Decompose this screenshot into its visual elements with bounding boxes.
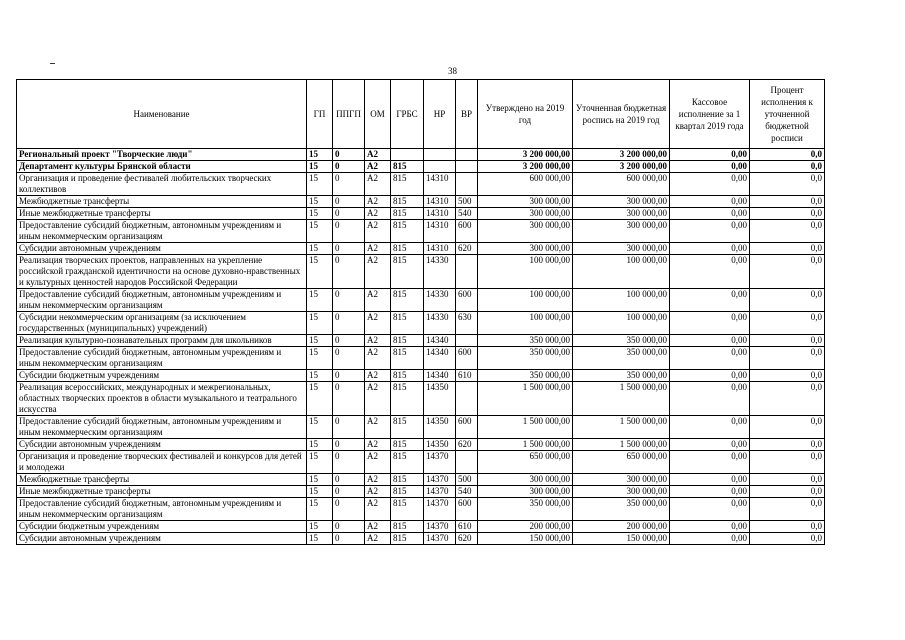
cell-ppgp: 0 <box>333 416 365 439</box>
cell-cash: 0,00 <box>670 289 750 312</box>
cell-nr: 14310 <box>424 243 456 255</box>
cell-gp: 15 <box>307 243 333 255</box>
cell-ppgp: 0 <box>333 451 365 474</box>
cell-grbs: 815 <box>391 255 424 289</box>
cell-refined: 100 000,00 <box>573 289 670 312</box>
cell-vr: 540 <box>456 486 478 498</box>
cell-approved: 300 000,00 <box>478 220 573 243</box>
cell-grbs: 815 <box>391 451 424 474</box>
cell-refined: 300 000,00 <box>573 243 670 255</box>
cell-nr: 14350 <box>424 416 456 439</box>
table-row <box>17 382 825 416</box>
cell-gp: 15 <box>307 312 333 335</box>
cell-grbs: 815 <box>391 196 424 208</box>
cell-om: А2 <box>365 533 391 545</box>
cell-name: Предоставление субсидий бюджетным, автономным учреждениям и иным некоммерческим организациям <box>17 416 307 439</box>
cell-ppgp: 0 <box>333 208 365 220</box>
cell-om: А2 <box>365 521 391 533</box>
cell-om: А2 <box>365 196 391 208</box>
budget-table <box>16 79 825 545</box>
cell-cash: 0,00 <box>670 335 750 347</box>
cell-om: А2 <box>365 289 391 312</box>
cell-vr: 540 <box>456 208 478 220</box>
cell-percent: 0,0 <box>750 533 825 545</box>
cell-name: Иные межбюджетные трансферты <box>17 208 307 220</box>
cell-name: Организация и проведение творческих фестивалей и конкурсов для детей и молодежи <box>17 451 307 474</box>
cell-name: Реализация творческих проектов, направленных на укрепление российской гражданской идентичности на основе духовно-нравственных и культурных ценностей народов Российской Федерации <box>17 255 307 289</box>
cell-gp: 15 <box>307 161 333 173</box>
table-row <box>17 416 825 439</box>
cell-gp: 15 <box>307 149 333 161</box>
cell-cash: 0,00 <box>670 347 750 370</box>
cell-cash: 0,00 <box>670 474 750 486</box>
cell-percent: 0,0 <box>750 486 825 498</box>
cell-cash: 0,00 <box>670 486 750 498</box>
cell-grbs: 815 <box>391 243 424 255</box>
cell-refined: 350 000,00 <box>573 347 670 370</box>
cell-cash: 0,00 <box>670 243 750 255</box>
cell-refined: 1 500 000,00 <box>573 382 670 416</box>
cell-grbs: 815 <box>391 439 424 451</box>
cell-percent: 0,0 <box>750 196 825 208</box>
cell-om: А2 <box>365 173 391 196</box>
cell-ppgp: 0 <box>333 335 365 347</box>
cell-vr: 600 <box>456 416 478 439</box>
cell-name: Субсидии бюджетным учреждениям <box>17 370 307 382</box>
cell-nr <box>424 149 456 161</box>
cell-approved: 600 000,00 <box>478 173 573 196</box>
cell-name: Реализация культурно-познавательных программ для школьников <box>17 335 307 347</box>
cell-grbs: 815 <box>391 416 424 439</box>
table-row <box>17 486 825 498</box>
cell-ppgp: 0 <box>333 196 365 208</box>
header-percent: Процент исполнения к уточненной бюджетной росписи <box>750 80 825 149</box>
cell-cash: 0,00 <box>670 382 750 416</box>
cell-vr: 600 <box>456 498 478 521</box>
cell-approved: 200 000,00 <box>478 521 573 533</box>
cell-om: А2 <box>365 243 391 255</box>
table-row <box>17 149 825 161</box>
cell-refined: 300 000,00 <box>573 474 670 486</box>
table-row <box>17 451 825 474</box>
cell-name: Региональный проект "Творческие люди" <box>17 149 307 161</box>
cell-om: А2 <box>365 474 391 486</box>
cell-ppgp: 0 <box>333 498 365 521</box>
cell-nr: 14310 <box>424 220 456 243</box>
cell-cash: 0,00 <box>670 533 750 545</box>
cell-name: Предоставление субсидий бюджетным, автономным учреждениям и иным некоммерческим организациям <box>17 289 307 312</box>
cell-nr: 14330 <box>424 289 456 312</box>
cell-nr: 14370 <box>424 533 456 545</box>
cell-cash: 0,00 <box>670 255 750 289</box>
cell-approved: 100 000,00 <box>478 289 573 312</box>
cell-percent: 0,0 <box>750 382 825 416</box>
cell-refined: 100 000,00 <box>573 255 670 289</box>
cell-approved: 3 200 000,00 <box>478 149 573 161</box>
table-row <box>17 289 825 312</box>
cell-gp: 15 <box>307 220 333 243</box>
header-ppgp: ППГП <box>333 80 365 149</box>
table-row <box>17 220 825 243</box>
cell-grbs: 815 <box>391 161 424 173</box>
cell-name: Субсидии автономным учреждениям <box>17 243 307 255</box>
cell-nr: 14370 <box>424 486 456 498</box>
cell-cash: 0,00 <box>670 416 750 439</box>
cell-ppgp: 0 <box>333 533 365 545</box>
cell-om: А2 <box>365 161 391 173</box>
cell-cash: 0,00 <box>670 439 750 451</box>
cell-vr: 600 <box>456 220 478 243</box>
cell-cash: 0,00 <box>670 196 750 208</box>
cell-vr: 600 <box>456 289 478 312</box>
cell-vr: 630 <box>456 312 478 335</box>
cell-grbs: 815 <box>391 208 424 220</box>
cell-ppgp: 0 <box>333 439 365 451</box>
cell-om: А2 <box>365 149 391 161</box>
cell-om: А2 <box>365 220 391 243</box>
cell-refined: 3 200 000,00 <box>573 161 670 173</box>
cell-vr: 620 <box>456 439 478 451</box>
cell-nr: 14340 <box>424 335 456 347</box>
cell-name: Предоставление субсидий бюджетным, автономным учреждениям и иным некоммерческим организациям <box>17 220 307 243</box>
cell-percent: 0,0 <box>750 370 825 382</box>
cell-vr: 610 <box>456 521 478 533</box>
cell-grbs: 815 <box>391 498 424 521</box>
cell-cash: 0,00 <box>670 208 750 220</box>
cell-percent: 0,0 <box>750 289 825 312</box>
cell-ppgp: 0 <box>333 382 365 416</box>
table-row <box>17 533 825 545</box>
cell-grbs: 815 <box>391 335 424 347</box>
table-row <box>17 173 825 196</box>
cell-approved: 150 000,00 <box>478 533 573 545</box>
cell-gp: 15 <box>307 335 333 347</box>
cell-nr: 14370 <box>424 521 456 533</box>
cell-percent: 0,0 <box>750 243 825 255</box>
cell-grbs: 815 <box>391 533 424 545</box>
table-row <box>17 243 825 255</box>
cell-vr <box>456 382 478 416</box>
table-row <box>17 312 825 335</box>
cell-approved: 300 000,00 <box>478 486 573 498</box>
cell-percent: 0,0 <box>750 335 825 347</box>
cell-name: Межбюджетные трансферты <box>17 474 307 486</box>
cell-cash: 0,00 <box>670 220 750 243</box>
cell-refined: 150 000,00 <box>573 533 670 545</box>
cell-cash: 0,00 <box>670 498 750 521</box>
cell-gp: 15 <box>307 370 333 382</box>
table-body <box>17 149 825 545</box>
cell-percent: 0,0 <box>750 451 825 474</box>
cell-ppgp: 0 <box>333 474 365 486</box>
cell-grbs <box>391 149 424 161</box>
cell-cash: 0,00 <box>670 370 750 382</box>
cell-refined: 1 500 000,00 <box>573 416 670 439</box>
cell-om: А2 <box>365 498 391 521</box>
cell-refined: 300 000,00 <box>573 196 670 208</box>
cell-approved: 350 000,00 <box>478 347 573 370</box>
cell-nr: 14310 <box>424 208 456 220</box>
cell-grbs: 815 <box>391 486 424 498</box>
table-header-row <box>17 80 825 149</box>
cell-gp: 15 <box>307 474 333 486</box>
cell-nr: 14310 <box>424 196 456 208</box>
cell-grbs: 815 <box>391 289 424 312</box>
cell-cash: 0,00 <box>670 521 750 533</box>
cell-approved: 1 500 000,00 <box>478 439 573 451</box>
cell-om: А2 <box>365 486 391 498</box>
header-refined: Уточненная бюджетная роспись на 2019 год <box>573 80 670 149</box>
cell-vr <box>456 451 478 474</box>
cell-approved: 3 200 000,00 <box>478 161 573 173</box>
cell-nr: 14330 <box>424 255 456 289</box>
cell-om: А2 <box>365 416 391 439</box>
table-row <box>17 347 825 370</box>
table-row <box>17 255 825 289</box>
cell-cash: 0,00 <box>670 173 750 196</box>
cell-approved: 350 000,00 <box>478 335 573 347</box>
cell-gp: 15 <box>307 382 333 416</box>
cell-nr: 14370 <box>424 474 456 486</box>
cell-percent: 0,0 <box>750 149 825 161</box>
cell-percent: 0,0 <box>750 439 825 451</box>
cell-vr: 620 <box>456 243 478 255</box>
cell-nr: 14310 <box>424 173 456 196</box>
cell-approved: 650 000,00 <box>478 451 573 474</box>
cell-name: Субсидии автономным учреждениям <box>17 533 307 545</box>
table-row <box>17 208 825 220</box>
cell-name: Иные межбюджетные трансферты <box>17 486 307 498</box>
cell-refined: 650 000,00 <box>573 451 670 474</box>
cell-om: А2 <box>365 451 391 474</box>
cell-percent: 0,0 <box>750 521 825 533</box>
cell-name: Субсидии бюджетным учреждениям <box>17 521 307 533</box>
cell-gp: 15 <box>307 208 333 220</box>
cell-vr <box>456 255 478 289</box>
cell-nr: 14340 <box>424 347 456 370</box>
cell-om: А2 <box>365 255 391 289</box>
table-row <box>17 474 825 486</box>
cell-ppgp: 0 <box>333 486 365 498</box>
cell-ppgp: 0 <box>333 370 365 382</box>
cell-approved: 1 500 000,00 <box>478 416 573 439</box>
cell-approved: 300 000,00 <box>478 196 573 208</box>
cell-ppgp: 0 <box>333 289 365 312</box>
cell-approved: 300 000,00 <box>478 474 573 486</box>
cell-gp: 15 <box>307 486 333 498</box>
cell-percent: 0,0 <box>750 173 825 196</box>
page-number: 38 <box>448 66 457 76</box>
cell-vr: 620 <box>456 533 478 545</box>
cell-gp: 15 <box>307 451 333 474</box>
cell-approved: 1 500 000,00 <box>478 382 573 416</box>
header-approved: Утверждено на 2019 год <box>478 80 573 149</box>
cell-percent: 0,0 <box>750 498 825 521</box>
header-om: ОМ <box>365 80 391 149</box>
table-row <box>17 161 825 173</box>
table-row <box>17 370 825 382</box>
cell-ppgp: 0 <box>333 243 365 255</box>
cell-gp: 15 <box>307 439 333 451</box>
stray-mark <box>50 63 55 64</box>
cell-refined: 600 000,00 <box>573 173 670 196</box>
cell-percent: 0,0 <box>750 474 825 486</box>
cell-ppgp: 0 <box>333 347 365 370</box>
cell-om: А2 <box>365 439 391 451</box>
cell-grbs: 815 <box>391 382 424 416</box>
cell-ppgp: 0 <box>333 312 365 335</box>
cell-refined: 1 500 000,00 <box>573 439 670 451</box>
cell-name: Реализация всероссийских, международных и межрегиональных, областных творческих проектов в области музыкального и театрального искусства <box>17 382 307 416</box>
cell-om: А2 <box>365 347 391 370</box>
cell-name: Организация и проведение фестивалей любительских творческих коллективов <box>17 173 307 196</box>
cell-nr: 14340 <box>424 370 456 382</box>
cell-gp: 15 <box>307 498 333 521</box>
cell-ppgp: 0 <box>333 255 365 289</box>
cell-grbs: 815 <box>391 347 424 370</box>
cell-gp: 15 <box>307 533 333 545</box>
cell-name: Предоставление субсидий бюджетным, автономным учреждениям и иным некоммерческим организациям <box>17 347 307 370</box>
cell-name: Межбюджетные трансферты <box>17 196 307 208</box>
cell-nr: 14350 <box>424 382 456 416</box>
cell-refined: 100 000,00 <box>573 312 670 335</box>
cell-approved: 100 000,00 <box>478 255 573 289</box>
header-nr: НР <box>424 80 456 149</box>
cell-gp: 15 <box>307 289 333 312</box>
cell-nr: 14350 <box>424 439 456 451</box>
cell-percent: 0,0 <box>750 208 825 220</box>
cell-approved: 300 000,00 <box>478 243 573 255</box>
cell-gp: 15 <box>307 347 333 370</box>
cell-vr: 600 <box>456 347 478 370</box>
cell-refined: 3 200 000,00 <box>573 149 670 161</box>
cell-refined: 300 000,00 <box>573 208 670 220</box>
cell-approved: 300 000,00 <box>478 208 573 220</box>
table-row <box>17 335 825 347</box>
cell-refined: 200 000,00 <box>573 521 670 533</box>
cell-gp: 15 <box>307 255 333 289</box>
cell-approved: 350 000,00 <box>478 370 573 382</box>
cell-refined: 300 000,00 <box>573 486 670 498</box>
cell-percent: 0,0 <box>750 347 825 370</box>
cell-vr <box>456 149 478 161</box>
cell-gp: 15 <box>307 196 333 208</box>
cell-gp: 15 <box>307 173 333 196</box>
cell-om: А2 <box>365 370 391 382</box>
cell-refined: 300 000,00 <box>573 220 670 243</box>
cell-name: Субсидии некоммерческим организациям (за исключением государственных (муниципальных) учреждений) <box>17 312 307 335</box>
cell-grbs: 815 <box>391 173 424 196</box>
cell-grbs: 815 <box>391 474 424 486</box>
cell-percent: 0,0 <box>750 161 825 173</box>
cell-vr: 500 <box>456 474 478 486</box>
table-row <box>17 196 825 208</box>
cell-cash: 0,00 <box>670 312 750 335</box>
header-cash: Кассовое исполнение за 1 квартал 2019 года <box>670 80 750 149</box>
cell-approved: 350 000,00 <box>478 498 573 521</box>
cell-gp: 15 <box>307 521 333 533</box>
cell-ppgp: 0 <box>333 149 365 161</box>
table-row <box>17 521 825 533</box>
cell-om: А2 <box>365 312 391 335</box>
cell-percent: 0,0 <box>750 255 825 289</box>
cell-name: Департамент культуры Брянской области <box>17 161 307 173</box>
cell-approved: 100 000,00 <box>478 312 573 335</box>
cell-vr: 500 <box>456 196 478 208</box>
cell-ppgp: 0 <box>333 220 365 243</box>
cell-nr: 14370 <box>424 498 456 521</box>
cell-name: Субсидии автономным учреждениям <box>17 439 307 451</box>
cell-ppgp: 0 <box>333 173 365 196</box>
cell-refined: 350 000,00 <box>573 498 670 521</box>
cell-cash: 0,00 <box>670 161 750 173</box>
cell-nr: 14370 <box>424 451 456 474</box>
cell-vr <box>456 335 478 347</box>
cell-om: А2 <box>365 208 391 220</box>
cell-cash: 0,00 <box>670 451 750 474</box>
cell-vr <box>456 173 478 196</box>
cell-grbs: 815 <box>391 370 424 382</box>
header-name: Наименование <box>17 80 307 149</box>
header-gp: ГП <box>307 80 333 149</box>
cell-refined: 350 000,00 <box>573 335 670 347</box>
cell-nr: 14330 <box>424 312 456 335</box>
cell-percent: 0,0 <box>750 416 825 439</box>
cell-percent: 0,0 <box>750 312 825 335</box>
cell-percent: 0,0 <box>750 220 825 243</box>
cell-om: А2 <box>365 335 391 347</box>
cell-gp: 15 <box>307 416 333 439</box>
cell-vr <box>456 161 478 173</box>
cell-ppgp: 0 <box>333 161 365 173</box>
cell-cash: 0,00 <box>670 149 750 161</box>
cell-ppgp: 0 <box>333 521 365 533</box>
table-row <box>17 439 825 451</box>
cell-grbs: 815 <box>391 521 424 533</box>
header-grbs: ГРБС <box>391 80 424 149</box>
cell-name: Предоставление субсидий бюджетным, автономным учреждениям и иным некоммерческим организациям <box>17 498 307 521</box>
cell-vr: 610 <box>456 370 478 382</box>
cell-nr <box>424 161 456 173</box>
table-row <box>17 498 825 521</box>
header-vr: ВР <box>456 80 478 149</box>
cell-om: А2 <box>365 382 391 416</box>
cell-refined: 350 000,00 <box>573 370 670 382</box>
cell-grbs: 815 <box>391 220 424 243</box>
cell-grbs: 815 <box>391 312 424 335</box>
